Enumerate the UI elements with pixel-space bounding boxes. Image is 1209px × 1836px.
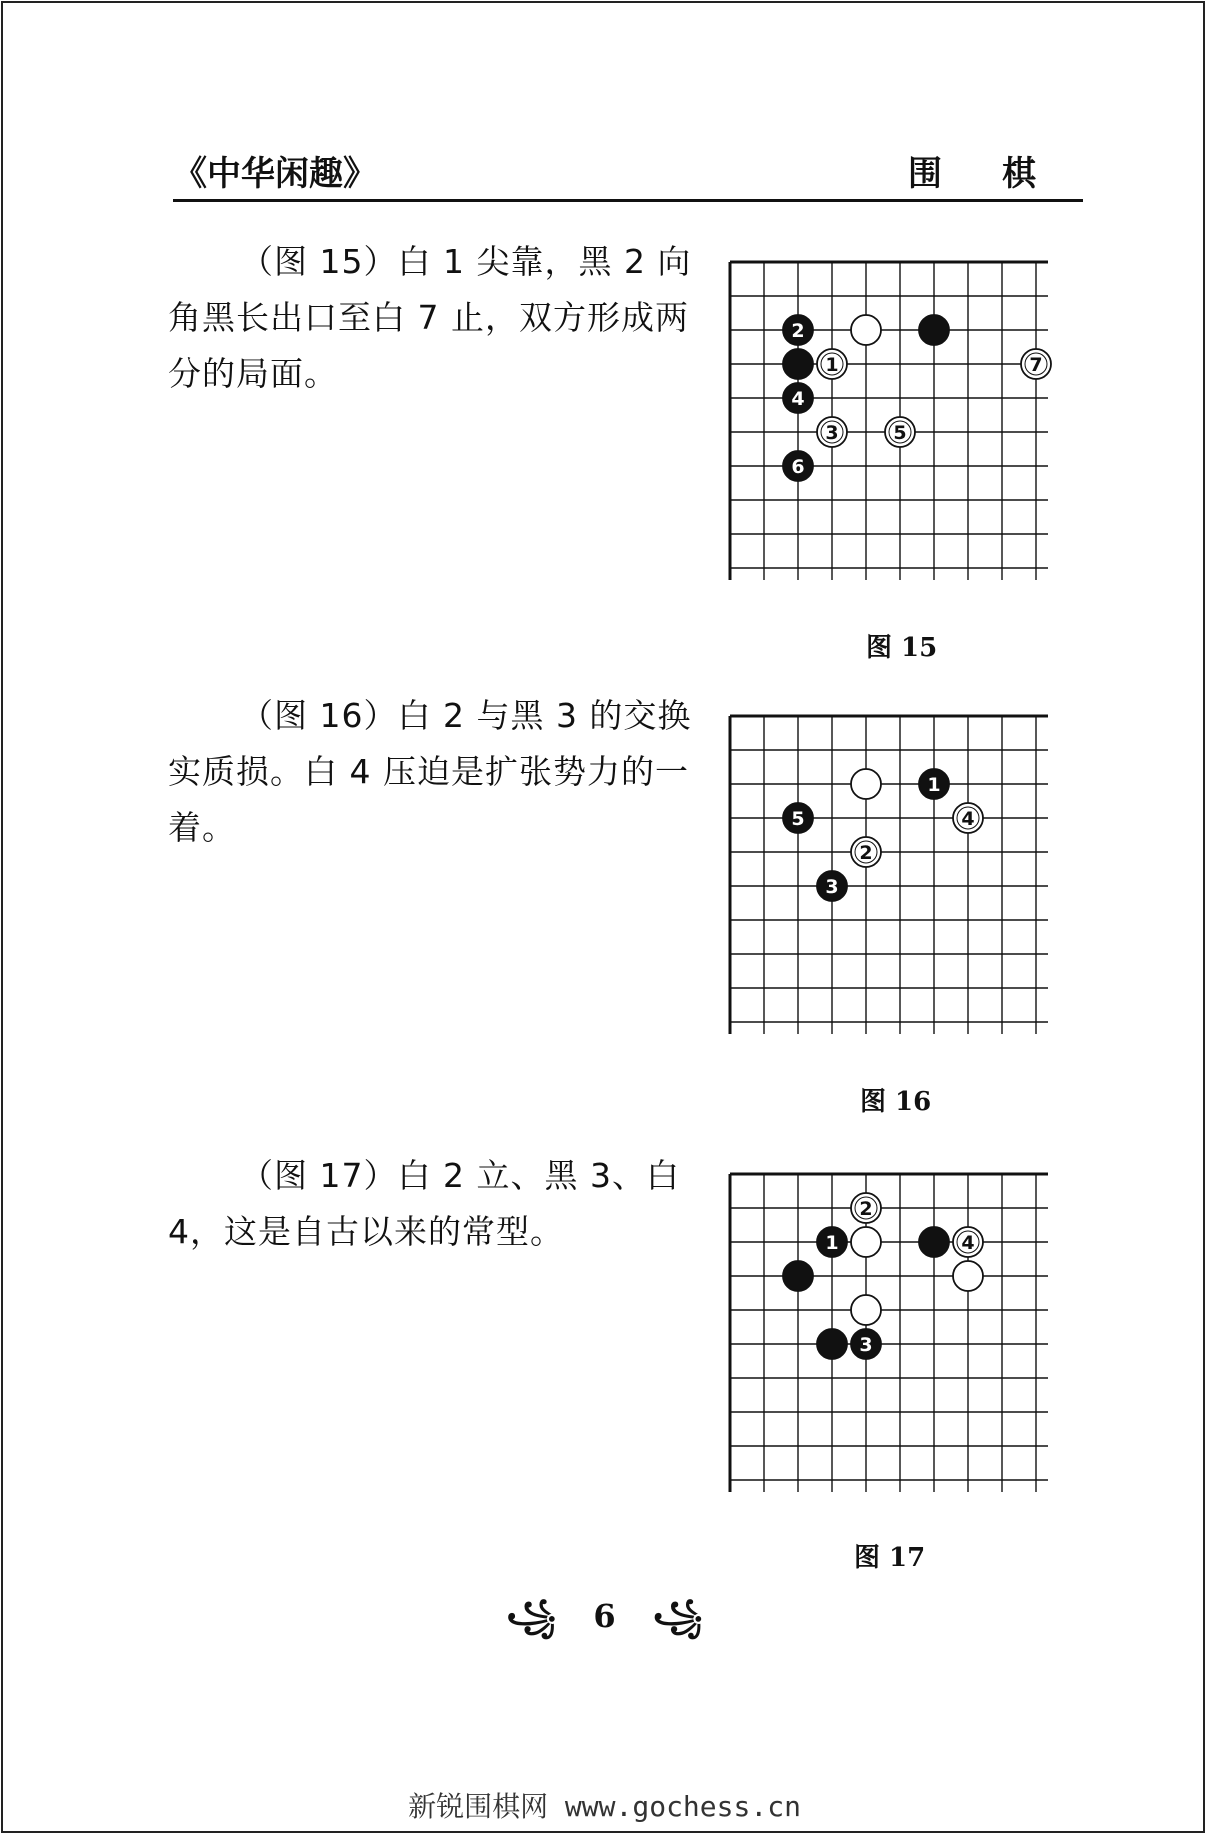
- svg-text:3: 3: [825, 876, 839, 898]
- black-stone: [783, 1261, 813, 1291]
- svg-text:2: 2: [859, 1198, 873, 1220]
- svg-text:5: 5: [893, 422, 907, 444]
- svg-text:4: 4: [791, 388, 805, 410]
- black-stone: [783, 349, 813, 379]
- go-board-figure-16: [718, 712, 1058, 1044]
- svg-text:2: 2: [859, 842, 873, 864]
- white-stone: [851, 315, 881, 345]
- svg-text:4: 4: [961, 1232, 975, 1254]
- white-stone: [851, 1295, 881, 1325]
- white-stone-4: [953, 803, 983, 833]
- go-board-figure-17: [718, 1170, 1058, 1502]
- white-stone-4: [953, 1227, 983, 1257]
- svg-text:1: 1: [825, 354, 839, 376]
- black-stone: [817, 1329, 847, 1359]
- black-stone-1: [919, 769, 949, 799]
- site-watermark: 新锐围棋网 www.gochess.cn: [408, 1790, 801, 1823]
- black-stone-4: [783, 383, 813, 413]
- black-stone-5: [783, 803, 813, 833]
- svg-text:4: 4: [961, 808, 975, 830]
- paragraph-figure-15: （图 15）白 1 尖靠，黑 2 向角黑长出口至白 7 止，双方形成两分的局面。: [168, 242, 692, 393]
- svg-text:6: 6: [791, 456, 805, 478]
- white-stone: [953, 1261, 983, 1291]
- white-stone-5: [885, 417, 915, 447]
- svg-text:2: 2: [791, 320, 805, 342]
- black-stone-3: [817, 871, 847, 901]
- white-stone-3: [817, 417, 847, 447]
- svg-text:1: 1: [825, 1232, 839, 1254]
- ornament-right-icon: ꧁: [652, 1597, 703, 1635]
- svg-text:5: 5: [791, 808, 805, 830]
- page-number-line: [0, 1592, 1209, 1657]
- white-stone-2: [851, 1193, 881, 1223]
- caption-figure-16: 图 16: [860, 1087, 932, 1117]
- header-divider: [173, 199, 1083, 202]
- go-board-figure-15: [718, 258, 1058, 590]
- white-stone: [851, 769, 881, 799]
- svg-text:3: 3: [825, 422, 839, 444]
- chapter-title: 围棋: [908, 154, 1096, 194]
- black-stone: [919, 315, 949, 345]
- white-stone-7: [1021, 349, 1051, 379]
- black-stone-6: [783, 451, 813, 481]
- white-stone: [851, 1227, 881, 1257]
- book-title: 《中华闲趣》: [173, 154, 377, 194]
- svg-text:7: 7: [1029, 354, 1043, 376]
- paragraph-figure-17: （图 17）白 2 立、黑 3、白 4，这是自古以来的常型。: [168, 1156, 680, 1251]
- caption-figure-15: 图 15: [866, 633, 938, 663]
- black-stone-3: [851, 1329, 881, 1359]
- black-stone: [919, 1227, 949, 1257]
- svg-text:1: 1: [927, 774, 941, 796]
- black-stone-1: [817, 1227, 847, 1257]
- black-stone-2: [783, 315, 813, 345]
- white-stone-1: [817, 349, 847, 379]
- paragraph-figure-16: （图 16）白 2 与黑 3 的交换实质损。白 4 压迫是扩张势力的一着。: [168, 696, 692, 847]
- svg-text:3: 3: [859, 1334, 873, 1356]
- caption-figure-17: 图 17: [854, 1543, 926, 1573]
- white-stone-2: [851, 837, 881, 867]
- ornament-left-icon: ꧁: [506, 1597, 557, 1635]
- page-number: 6: [593, 1597, 616, 1635]
